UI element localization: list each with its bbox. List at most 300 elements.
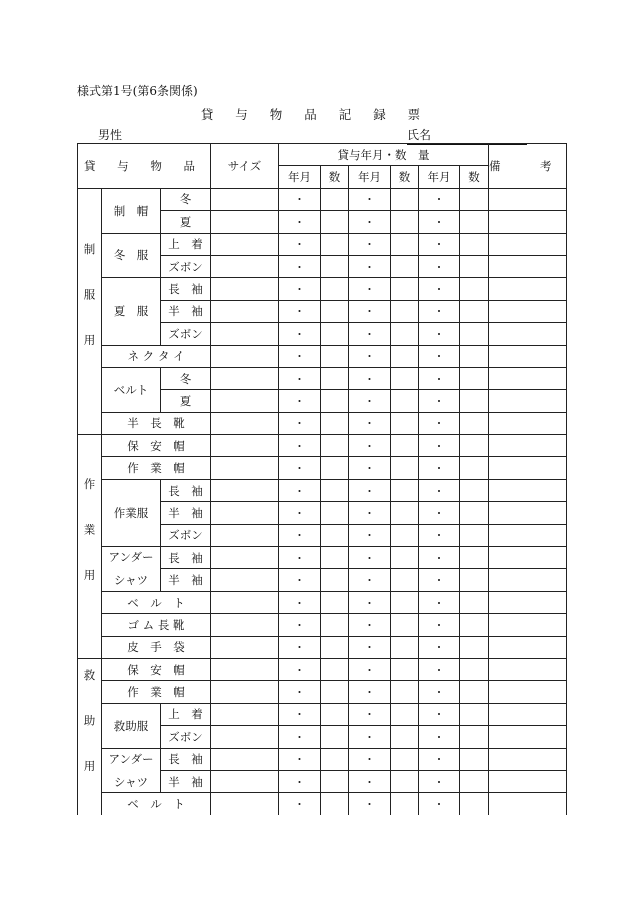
date-cell[interactable]: ・ [349, 502, 391, 524]
size-cell[interactable] [211, 547, 279, 569]
size-cell[interactable] [211, 681, 279, 703]
size-cell[interactable] [211, 345, 279, 367]
table-row [78, 793, 567, 815]
date-cell[interactable]: ・ [349, 770, 391, 792]
date-cell[interactable]: ・ [419, 591, 460, 613]
header-qty-2: 数 [391, 166, 419, 188]
sub-long-sleeve: 長 袖 [161, 547, 211, 569]
qty-cell[interactable] [321, 681, 349, 703]
remarks-cell[interactable] [489, 367, 567, 389]
date-cell[interactable]: ・ [349, 681, 391, 703]
date-cell[interactable]: ・ [349, 233, 391, 255]
date-cell[interactable]: ・ [419, 367, 460, 389]
sub-long-sleeve: 長 袖 [161, 748, 211, 770]
sub-long-sleeve: 長 袖 [161, 278, 211, 300]
date-cell[interactable]: ・ [279, 412, 321, 434]
table-row [78, 658, 567, 680]
date-cell[interactable]: ・ [279, 770, 321, 792]
date-cell[interactable]: ・ [279, 614, 321, 636]
size-cell[interactable] [211, 502, 279, 524]
size-cell[interactable] [211, 524, 279, 546]
size-cell[interactable] [211, 770, 279, 792]
date-cell[interactable]: ・ [279, 323, 321, 345]
qty-cell[interactable] [321, 367, 349, 389]
qty-cell[interactable] [391, 547, 419, 569]
item-cap: 制 帽 [102, 188, 161, 233]
date-cell[interactable]: ・ [279, 390, 321, 412]
qty-cell[interactable] [391, 323, 419, 345]
item-leather-gloves: 皮 手 袋 [102, 636, 211, 658]
qty-cell[interactable] [321, 323, 349, 345]
sub-short-sleeve: 半 袖 [161, 502, 211, 524]
date-cell[interactable]: ・ [419, 748, 460, 770]
form-number: 様式第1号(第6条関係) [77, 84, 198, 98]
undershirt-line-1: アンダー [108, 751, 154, 766]
qty-cell[interactable] [321, 255, 349, 277]
date-cell[interactable]: ・ [419, 323, 460, 345]
sub-short-sleeve: 半 袖 [161, 770, 211, 792]
table-row [78, 233, 567, 255]
remarks-cell[interactable] [489, 479, 567, 501]
remarks-cell[interactable] [489, 793, 567, 815]
date-cell[interactable]: ・ [419, 188, 460, 210]
remarks-cell[interactable] [489, 255, 567, 277]
date-cell[interactable]: ・ [279, 345, 321, 367]
size-cell[interactable] [211, 658, 279, 680]
date-cell[interactable]: ・ [349, 547, 391, 569]
date-cell[interactable]: ・ [419, 390, 460, 412]
size-cell[interactable] [211, 278, 279, 300]
size-cell[interactable] [211, 614, 279, 636]
item-work-clothes: 作業服 [102, 479, 161, 546]
qty-cell[interactable] [460, 726, 489, 748]
date-cell[interactable]: ・ [279, 188, 321, 210]
date-cell[interactable]: ・ [419, 793, 460, 815]
qty-cell[interactable] [391, 412, 419, 434]
date-cell[interactable]: ・ [349, 591, 391, 613]
header-lend-date-qty: 貸与年月・数 量 [279, 144, 489, 166]
qty-cell[interactable] [460, 681, 489, 703]
qty-cell[interactable] [460, 345, 489, 367]
date-cell[interactable]: ・ [419, 703, 460, 725]
sub-short-sleeve: 半 袖 [161, 300, 211, 322]
date-cell[interactable]: ・ [349, 300, 391, 322]
item-undershirt [102, 748, 161, 793]
qty-cell[interactable] [391, 457, 419, 479]
page-title: 貸 与 物 品 記 録 票 [200, 107, 430, 122]
qty-cell[interactable] [321, 502, 349, 524]
qty-cell[interactable] [321, 278, 349, 300]
date-cell[interactable]: ・ [419, 726, 460, 748]
category-work: 作業用 [78, 435, 102, 659]
table-row [78, 614, 567, 636]
qty-cell[interactable] [391, 255, 419, 277]
sub-winter: 冬 [161, 367, 211, 389]
qty-cell[interactable] [391, 591, 419, 613]
qty-cell[interactable] [460, 793, 489, 815]
date-cell[interactable]: ・ [279, 658, 321, 680]
qty-cell[interactable] [460, 502, 489, 524]
date-cell[interactable]: ・ [349, 726, 391, 748]
sub-winter: 冬 [161, 188, 211, 210]
qty-cell[interactable] [391, 614, 419, 636]
header-remarks: 備 考 [489, 144, 567, 189]
qty-cell[interactable] [321, 435, 349, 457]
sub-trousers: ズボン [161, 524, 211, 546]
size-cell[interactable] [211, 255, 279, 277]
table-row [78, 681, 567, 703]
size-cell[interactable] [211, 457, 279, 479]
header-item: 貸 与 物 品 [78, 144, 211, 189]
date-cell[interactable]: ・ [349, 703, 391, 725]
date-cell[interactable]: ・ [279, 793, 321, 815]
qty-cell[interactable] [321, 412, 349, 434]
undershirt-line-2: シャツ [113, 774, 149, 789]
qty-cell[interactable] [321, 188, 349, 210]
date-cell[interactable]: ・ [279, 591, 321, 613]
table-row [78, 748, 567, 770]
size-cell[interactable] [211, 435, 279, 457]
date-cell[interactable]: ・ [419, 278, 460, 300]
qty-cell[interactable] [460, 255, 489, 277]
qty-cell[interactable] [460, 412, 489, 434]
remarks-cell[interactable] [489, 524, 567, 546]
date-cell[interactable]: ・ [349, 569, 391, 591]
qty-cell[interactable] [321, 703, 349, 725]
qty-cell[interactable] [391, 211, 419, 233]
header-qty-3: 数 [460, 166, 489, 188]
qty-cell[interactable] [391, 435, 419, 457]
item-necktie: ネ ク タ イ [102, 345, 211, 367]
gender-label: 男性 [98, 128, 123, 142]
item-rubber-boots: ゴ ム 長 靴 [102, 614, 211, 636]
qty-cell[interactable] [460, 658, 489, 680]
qty-cell[interactable] [460, 591, 489, 613]
remarks-cell[interactable] [489, 435, 567, 457]
table-row [78, 188, 567, 210]
qty-cell[interactable] [391, 367, 419, 389]
date-cell[interactable]: ・ [279, 278, 321, 300]
item-half-boots: 半 長 靴 [102, 412, 211, 434]
size-cell[interactable] [211, 390, 279, 412]
qty-cell[interactable] [391, 658, 419, 680]
qty-cell[interactable] [391, 681, 419, 703]
qty-cell[interactable] [391, 703, 419, 725]
date-cell[interactable]: ・ [419, 524, 460, 546]
date-cell[interactable]: ・ [419, 681, 460, 703]
size-cell[interactable] [211, 591, 279, 613]
item-helmet: 保 安 帽 [102, 658, 211, 680]
item-rescue-clothes: 救助服 [102, 703, 161, 748]
qty-cell[interactable] [460, 636, 489, 658]
size-cell[interactable] [211, 793, 279, 815]
date-cell[interactable]: ・ [419, 479, 460, 501]
remarks-cell[interactable] [489, 681, 567, 703]
qty-cell[interactable] [321, 211, 349, 233]
date-cell[interactable]: ・ [279, 636, 321, 658]
qty-cell[interactable] [391, 793, 419, 815]
qty-cell[interactable] [460, 390, 489, 412]
qty-cell[interactable] [460, 703, 489, 725]
qty-cell[interactable] [391, 390, 419, 412]
remarks-cell[interactable] [489, 390, 567, 412]
remarks-cell[interactable] [489, 703, 567, 725]
qty-cell[interactable] [460, 457, 489, 479]
sub-jacket: 上 着 [161, 703, 211, 725]
qty-cell[interactable] [391, 300, 419, 322]
date-cell[interactable]: ・ [349, 793, 391, 815]
qty-cell[interactable] [391, 636, 419, 658]
qty-cell[interactable] [460, 547, 489, 569]
qty-cell[interactable] [321, 547, 349, 569]
header-size: サイズ [211, 144, 279, 189]
remarks-cell[interactable] [489, 278, 567, 300]
date-cell[interactable]: ・ [419, 569, 460, 591]
date-cell[interactable]: ・ [279, 502, 321, 524]
qty-cell[interactable] [321, 457, 349, 479]
name-field-label: 氏名 [407, 126, 527, 145]
qty-cell[interactable] [391, 502, 419, 524]
remarks-cell[interactable] [489, 726, 567, 748]
date-cell[interactable]: ・ [279, 479, 321, 501]
table-row [78, 547, 567, 569]
category-rescue: 救助用 [78, 658, 102, 814]
qty-cell[interactable] [460, 748, 489, 770]
remarks-cell[interactable] [489, 658, 567, 680]
table-row [78, 412, 567, 434]
sub-trousers: ズボン [161, 323, 211, 345]
date-cell[interactable]: ・ [349, 636, 391, 658]
date-cell[interactable]: ・ [419, 435, 460, 457]
qty-cell[interactable] [391, 188, 419, 210]
remarks-cell[interactable] [489, 591, 567, 613]
size-cell[interactable] [211, 188, 279, 210]
date-cell[interactable]: ・ [349, 211, 391, 233]
table-row [78, 636, 567, 658]
date-cell[interactable]: ・ [279, 300, 321, 322]
undershirt-line-2: シャツ [113, 573, 149, 588]
remarks-cell[interactable] [489, 412, 567, 434]
qty-cell[interactable] [460, 323, 489, 345]
sub-short-sleeve: 半 袖 [161, 569, 211, 591]
item-summer-clothes: 夏 服 [102, 278, 161, 345]
qty-cell[interactable] [321, 591, 349, 613]
sub-summer: 夏 [161, 211, 211, 233]
date-cell[interactable]: ・ [279, 255, 321, 277]
remarks-cell[interactable] [489, 457, 567, 479]
qty-cell[interactable] [391, 524, 419, 546]
table-row [78, 367, 567, 389]
item-work-cap: 作 業 帽 [102, 457, 211, 479]
date-cell[interactable]: ・ [349, 614, 391, 636]
size-cell[interactable] [211, 367, 279, 389]
size-cell[interactable] [211, 703, 279, 725]
remarks-cell[interactable] [489, 614, 567, 636]
date-cell[interactable]: ・ [349, 278, 391, 300]
qty-cell[interactable] [391, 569, 419, 591]
qty-cell[interactable] [321, 479, 349, 501]
qty-cell[interactable] [391, 345, 419, 367]
table-row [78, 591, 567, 613]
date-cell[interactable]: ・ [349, 412, 391, 434]
category-uniform: 制服用 [78, 188, 102, 434]
size-cell[interactable] [211, 412, 279, 434]
date-cell[interactable]: ・ [419, 502, 460, 524]
date-cell[interactable]: ・ [349, 524, 391, 546]
size-cell[interactable] [211, 726, 279, 748]
qty-cell[interactable] [321, 636, 349, 658]
date-cell[interactable]: ・ [419, 770, 460, 792]
qty-cell[interactable] [321, 614, 349, 636]
date-cell[interactable]: ・ [419, 211, 460, 233]
date-cell[interactable]: ・ [419, 255, 460, 277]
qty-cell[interactable] [321, 390, 349, 412]
remarks-cell[interactable] [489, 233, 567, 255]
table-row [78, 278, 567, 300]
qty-cell[interactable] [460, 479, 489, 501]
remarks-cell[interactable] [489, 345, 567, 367]
qty-cell[interactable] [321, 748, 349, 770]
date-cell[interactable]: ・ [279, 748, 321, 770]
remarks-cell[interactable] [489, 188, 567, 210]
item-belt: ベルト [102, 367, 161, 412]
lending-record-table [77, 143, 567, 815]
qty-cell[interactable] [460, 770, 489, 792]
date-cell[interactable]: ・ [279, 524, 321, 546]
date-cell[interactable]: ・ [279, 211, 321, 233]
qty-cell[interactable] [460, 233, 489, 255]
size-cell[interactable] [211, 748, 279, 770]
table-row [78, 479, 567, 501]
table-row [78, 345, 567, 367]
date-cell[interactable]: ・ [279, 547, 321, 569]
qty-cell[interactable] [321, 569, 349, 591]
header-date-2: 年月 [349, 166, 391, 188]
date-cell[interactable]: ・ [349, 390, 391, 412]
date-cell[interactable]: ・ [419, 233, 460, 255]
date-cell[interactable]: ・ [279, 569, 321, 591]
date-cell[interactable]: ・ [349, 457, 391, 479]
remarks-cell[interactable] [489, 748, 567, 770]
qty-cell[interactable] [460, 188, 489, 210]
sub-trousers: ズボン [161, 726, 211, 748]
qty-cell[interactable] [321, 770, 349, 792]
qty-cell[interactable] [391, 278, 419, 300]
date-cell[interactable]: ・ [419, 547, 460, 569]
table-row [78, 703, 567, 725]
date-cell[interactable]: ・ [279, 233, 321, 255]
qty-cell[interactable] [321, 233, 349, 255]
qty-cell[interactable] [321, 300, 349, 322]
date-cell[interactable]: ・ [349, 367, 391, 389]
date-cell[interactable]: ・ [349, 345, 391, 367]
date-cell[interactable]: ・ [279, 726, 321, 748]
date-cell[interactable]: ・ [419, 300, 460, 322]
item-winter-clothes: 冬 服 [102, 233, 161, 278]
date-cell[interactable]: ・ [279, 703, 321, 725]
date-cell[interactable]: ・ [279, 457, 321, 479]
remarks-cell[interactable] [489, 636, 567, 658]
qty-cell[interactable] [321, 345, 349, 367]
qty-cell[interactable] [460, 524, 489, 546]
remarks-cell[interactable] [489, 770, 567, 792]
remarks-cell[interactable] [489, 502, 567, 524]
table-row [78, 435, 567, 457]
qty-cell[interactable] [460, 278, 489, 300]
date-cell[interactable]: ・ [349, 323, 391, 345]
item-work-cap: 作 業 帽 [102, 681, 211, 703]
qty-cell[interactable] [460, 367, 489, 389]
qty-cell[interactable] [460, 614, 489, 636]
date-cell[interactable]: ・ [349, 435, 391, 457]
date-cell[interactable]: ・ [279, 367, 321, 389]
date-cell[interactable]: ・ [279, 435, 321, 457]
header-date-3: 年月 [419, 166, 460, 188]
size-cell[interactable] [211, 323, 279, 345]
date-cell[interactable]: ・ [419, 614, 460, 636]
header-qty-1: 数 [321, 166, 349, 188]
size-cell[interactable] [211, 636, 279, 658]
sub-long-sleeve: 長 袖 [161, 479, 211, 501]
remarks-cell[interactable] [489, 211, 567, 233]
size-cell[interactable] [211, 300, 279, 322]
item-undershirt [102, 547, 161, 592]
sub-summer: 夏 [161, 390, 211, 412]
remarks-cell[interactable] [489, 547, 567, 569]
date-cell[interactable]: ・ [419, 457, 460, 479]
date-cell[interactable]: ・ [349, 748, 391, 770]
date-cell[interactable]: ・ [419, 658, 460, 680]
table-row [78, 457, 567, 479]
date-cell[interactable]: ・ [349, 255, 391, 277]
qty-cell[interactable] [460, 435, 489, 457]
undershirt-line-1: アンダー [108, 550, 154, 565]
size-cell[interactable] [211, 569, 279, 591]
sub-jacket: 上 着 [161, 233, 211, 255]
remarks-cell[interactable] [489, 300, 567, 322]
item-helmet: 保 安 帽 [102, 435, 211, 457]
qty-cell[interactable] [391, 726, 419, 748]
date-cell[interactable]: ・ [349, 188, 391, 210]
qty-cell[interactable] [321, 726, 349, 748]
size-cell[interactable] [211, 479, 279, 501]
item-belt: ベ ル ト [102, 591, 211, 613]
date-cell[interactable]: ・ [419, 412, 460, 434]
date-cell[interactable]: ・ [349, 658, 391, 680]
date-cell[interactable]: ・ [419, 636, 460, 658]
qty-cell[interactable] [321, 524, 349, 546]
sub-trousers: ズボン [161, 255, 211, 277]
qty-cell[interactable] [460, 300, 489, 322]
remarks-cell[interactable] [489, 569, 567, 591]
item-belt: ベ ル ト [102, 793, 211, 815]
header-date-1: 年月 [279, 166, 321, 188]
size-cell[interactable] [211, 233, 279, 255]
date-cell[interactable]: ・ [349, 479, 391, 501]
qty-cell[interactable] [321, 793, 349, 815]
qty-cell[interactable] [391, 233, 419, 255]
qty-cell[interactable] [460, 569, 489, 591]
size-cell[interactable] [211, 211, 279, 233]
qty-cell[interactable] [391, 479, 419, 501]
qty-cell[interactable] [391, 748, 419, 770]
qty-cell[interactable] [460, 211, 489, 233]
qty-cell[interactable] [321, 658, 349, 680]
date-cell[interactable]: ・ [419, 345, 460, 367]
remarks-cell[interactable] [489, 323, 567, 345]
date-cell[interactable]: ・ [279, 681, 321, 703]
qty-cell[interactable] [391, 770, 419, 792]
